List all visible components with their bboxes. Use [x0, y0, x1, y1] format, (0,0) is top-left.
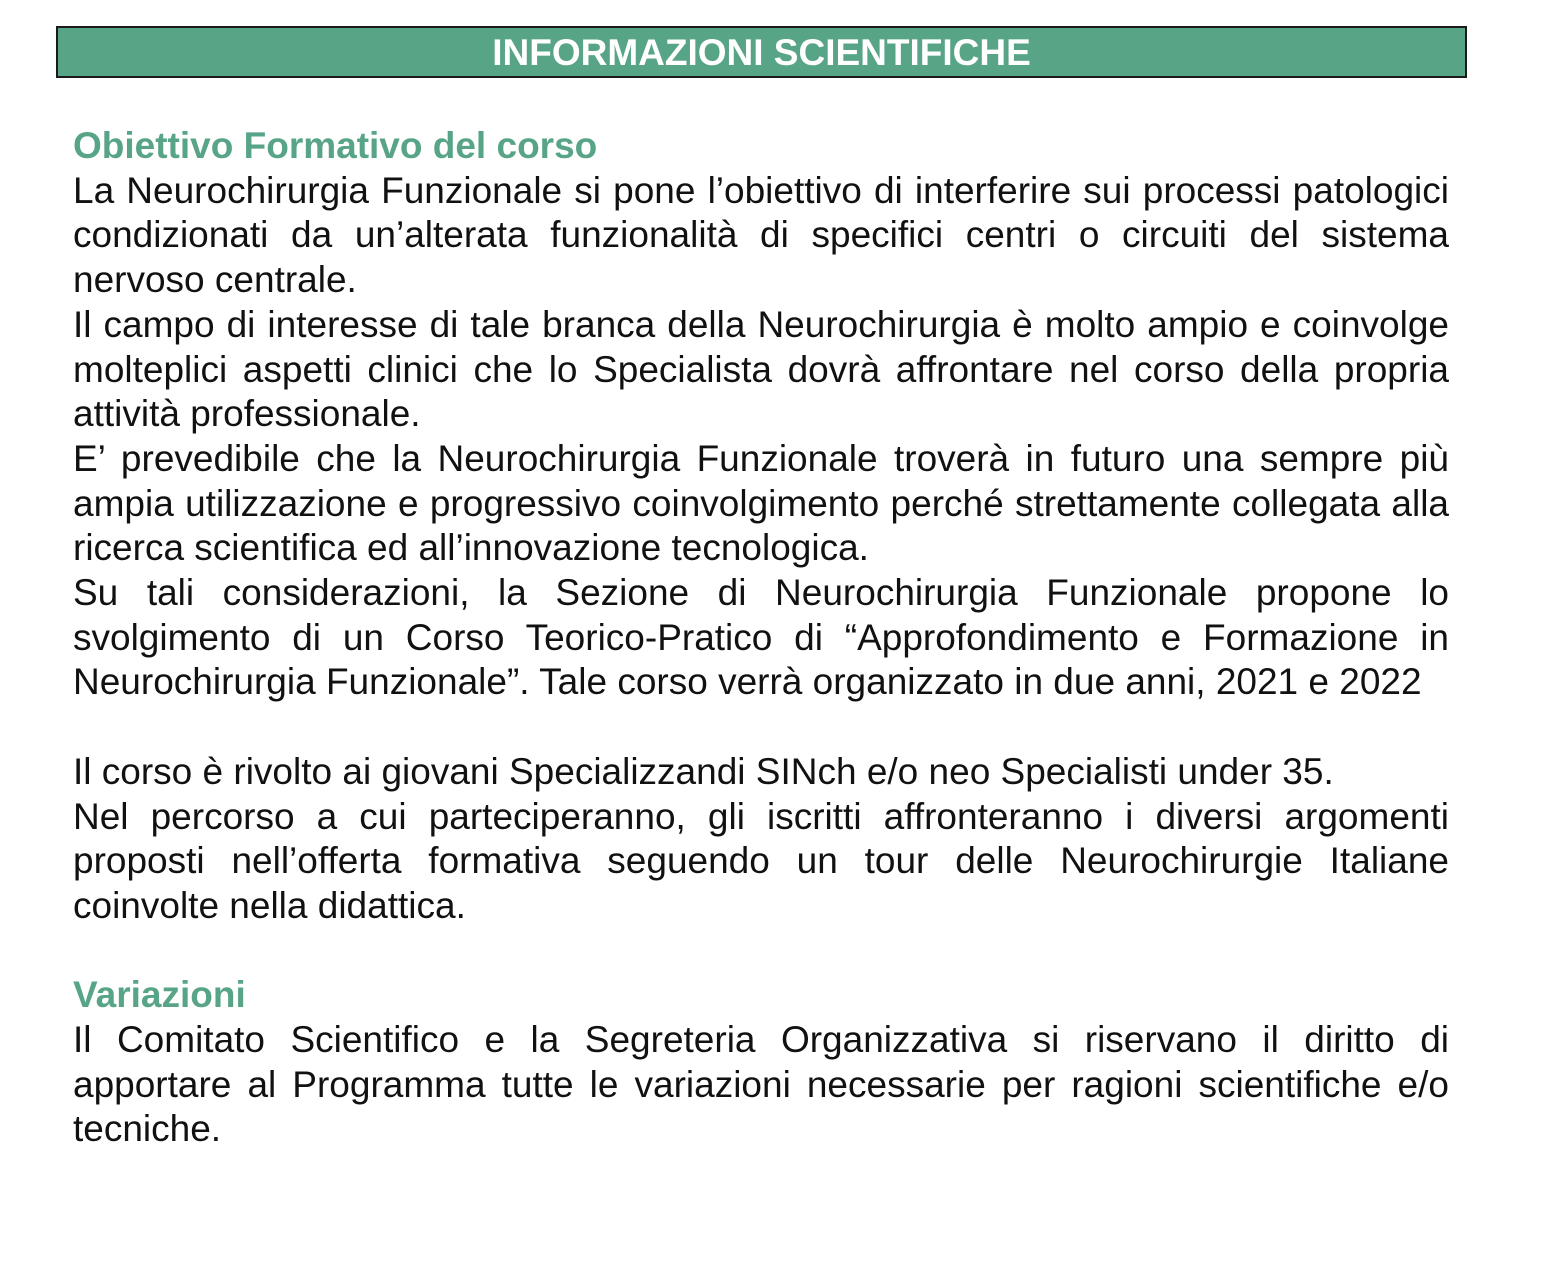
- objective-paragraph-4: Su tali considerazioni, la Sezione di Neurochirurgia Funzionale propone lo svolgimento di un Corso Teorico-Pratico di “Approfondimento e Formazione in Neurochirurgia Funzionale”. Tale corso verrà organizzato in due anni, 2021 e 2022: [73, 572, 1449, 703]
- objective-paragraph-3: E’ prevedibile che la Neurochirurgia Funzionale troverà in futuro una sempre più ampia utilizzazione e progressivo coinvolgimento perché strettamente collegata alla ricerca scientifica ed all’innovazione tecnologica.: [73, 437, 1449, 569]
- banner-title: INFORMAZIONI SCIENTIFICHE: [492, 31, 1031, 73]
- objective-paragraph-1: La Neurochirurgia Funzionale si pone l’obiettivo di interferire sui processi patologici condizionati da un’alterata funzionalità di specifici centri o circuiti del sistema nervoso centrale.: [73, 169, 1449, 301]
- audience-paragraph: Il corso è rivolto ai giovani Specializzandi SINch e/o neo Specialisti under 35.: [73, 750, 1334, 792]
- section-banner: [56, 26, 1467, 78]
- paragraph-gap: [73, 705, 1449, 750]
- document-body: [73, 124, 1449, 1152]
- course-path-paragraph: Nel percorso a cui parteciperanno, gli iscritti affronteranno i diversi argomenti proposti nell’offerta formativa seguendo un tour delle Neurochirurgie Italiane coinvolte nella didattica.: [73, 795, 1449, 926]
- variations-heading: Variazioni: [73, 974, 246, 1016]
- objective-heading: Obiettivo Formativo del corso: [73, 125, 598, 166]
- section-gap: [73, 929, 1449, 974]
- objective-paragraph-2: Il campo di interesse di tale branca della Neurochirurgia è molto ampio e coinvolge molteplici aspetti clinici che lo Specialista dovrà affrontare nel corso della propria attività professionale.: [73, 303, 1449, 435]
- variations-paragraph: Il Comitato Scientifico e la Segreteria Organizzativa si riservano il diritto di apportare al Programma tutte le variazioni necessarie per ragioni scientifiche e/o tecniche.: [73, 1019, 1449, 1150]
